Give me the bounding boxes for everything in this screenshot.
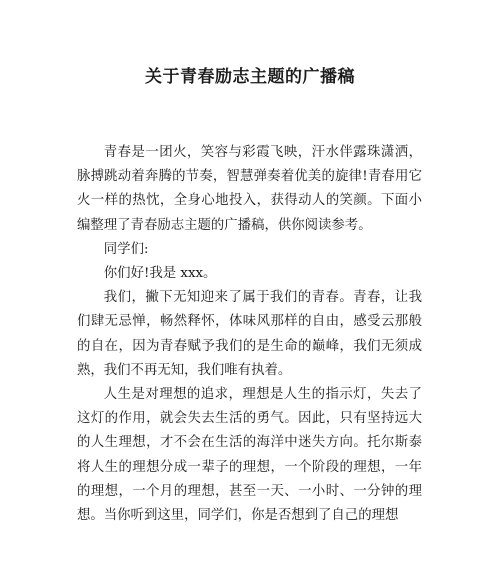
- salutation-paragraph: 同学们:: [103, 241, 149, 257]
- ideal-paragraph: 人生是对理想的追求，理想是人生的指示灯，失去了这灯的作用，就会失去生活的勇气。因此，只有坚持远大的人生理想，才不会在生活的海洋中迷失方向。托尔斯泰将人生的理想分成一辈子的理想，一个阶段的理想，一年的理想，一个月的理想，甚至一天、一小时、一分钟的理想。当你听到这里，同学们，你是否想到了自己的理想: [77, 387, 422, 524]
- youth-paragraph: 我们，撇下无知迎来了属于我们的青春。青春，让我们肆无忌惮，畅然释怀，体味风那样的自由，感受云那般的自在，因为青春赋予我们的是生命的巅峰，我们无须成熟，我们不再无知，我们唯有执着。: [77, 290, 422, 378]
- document-body: [77, 141, 422, 528]
- intro-paragraph: 青春是一团火，笑容与彩霞飞映，汗水伴露珠潇洒，脉搏跳动着奔腾的节奏，智慧弹奏着优美的旋律!青春用它火一样的热忱，全身心地投入，获得动人的笑颜。下面小编整理了青春励志主题的广播稿，供你阅读参考。: [77, 145, 422, 233]
- document-title: 关于青春励志主题的广播稿: [145, 67, 355, 87]
- greeting-paragraph: 你们好!我是 xxx。: [103, 266, 217, 282]
